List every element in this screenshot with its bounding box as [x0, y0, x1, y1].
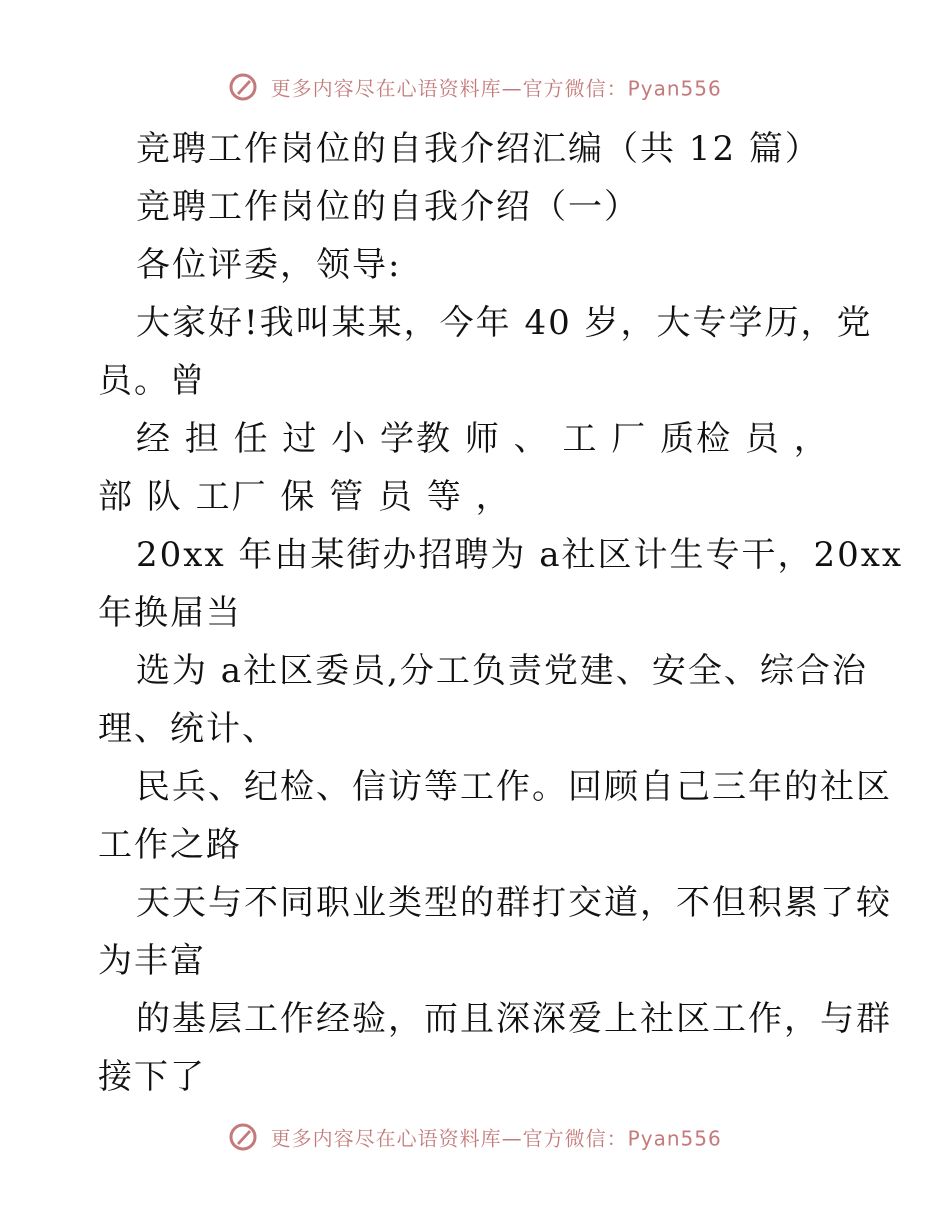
document-body [98, 120, 904, 1106]
paragraph-line: 年换届当 [98, 593, 242, 633]
watermark-text: 更多内容尽在心语资料库—官方微信：Pyan556 [270, 76, 722, 101]
paragraph-line: 天天与不同职业类型的群打交道，不但积累了较 [136, 883, 892, 923]
paragraph-line: 经 担 任 过 小 学教 师 、 工 厂 质检 员 ， [136, 419, 830, 459]
quill-logo-icon [228, 72, 258, 102]
watermark-text: 更多内容尽在心语资料库—官方微信：Pyan556 [270, 1126, 722, 1151]
salutation: 各位评委，领导: [136, 245, 402, 285]
paragraph-line: 为丰富 [98, 941, 206, 981]
paragraph-line: 员。曾 [98, 361, 206, 401]
paragraph-line: 大家好!我叫某某，今年 40 岁，大专学历，党 [136, 303, 873, 343]
paragraph-line: 选为 a社区委员,分工负责党建、安全、综合治 [136, 651, 868, 691]
footer-watermark [0, 1122, 950, 1154]
section-heading: 竞聘工作岗位的自我介绍（一） [136, 187, 640, 227]
paragraph-line: 理、统计、 [98, 709, 278, 749]
header-watermark [0, 72, 950, 104]
paragraph-line: 部 队 工厂 保 管 员 等 ， [98, 477, 512, 517]
paragraph-line: 的基层工作经验，而且深深爱上社区工作，与群 [136, 999, 892, 1039]
paragraph-line: 民兵、纪检、信访等工作。回顾自己三年的社区 [136, 767, 892, 807]
paragraph-line: 20xx 年由某街办招聘为 a社区计生专干，20xx [136, 535, 904, 575]
paragraph-line: 工作之路 [98, 825, 242, 865]
quill-logo-icon [228, 1122, 258, 1152]
paragraph-line: 接下了 [98, 1057, 206, 1097]
document-title: 竞聘工作岗位的自我介绍汇编（共 12 篇） [136, 129, 821, 169]
